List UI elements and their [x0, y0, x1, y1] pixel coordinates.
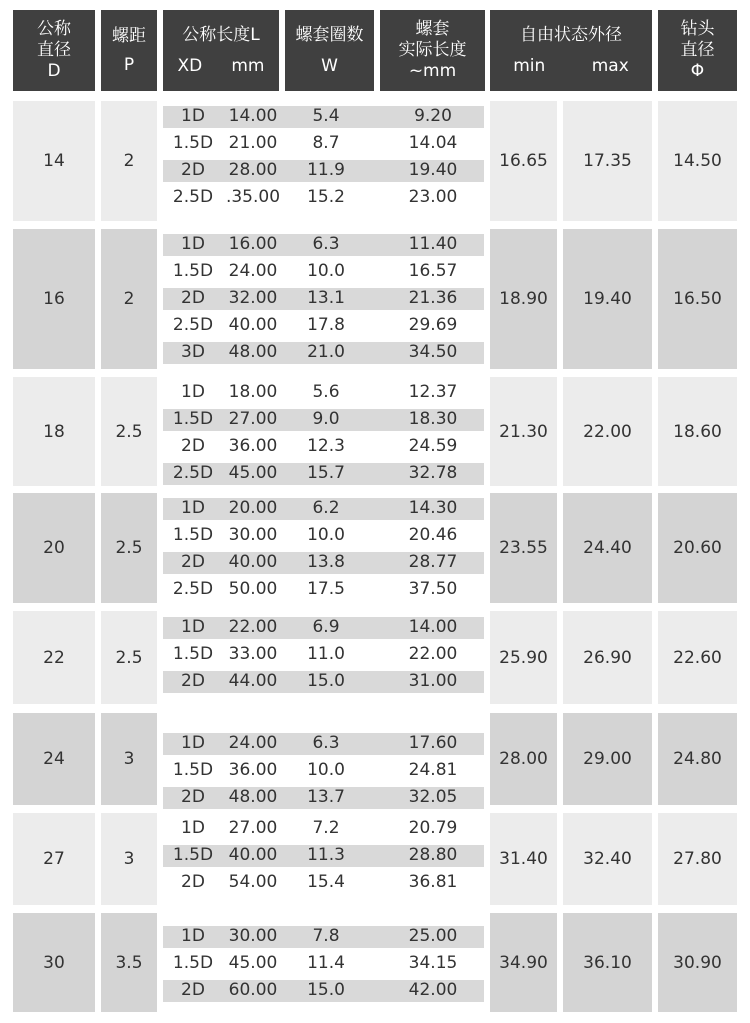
actual-length-value: 32.78	[408, 463, 458, 483]
header-actual-length	[380, 10, 485, 91]
actual-length-value: 29.69	[408, 315, 458, 335]
header-a-line2: 实际长度	[398, 40, 467, 60]
min-diameter-cell: 18.90	[490, 229, 557, 369]
coil-count-value: 10.0	[307, 261, 345, 281]
coil-count-value: 6.2	[312, 498, 340, 518]
actual-length-value: 28.80	[408, 845, 458, 865]
header-drill-line2: 直径	[680, 40, 715, 60]
actual-length-value: 24.81	[408, 760, 458, 780]
header-nominal-length	[163, 10, 279, 91]
coil-count-value: 15.4	[307, 872, 345, 892]
coil-count-value: 5.6	[312, 382, 340, 402]
xd-value: 1D	[181, 926, 205, 946]
max-diameter-cell: 29.00	[563, 713, 652, 805]
actual-length-value: 23.00	[408, 187, 458, 207]
header-drill-line3: Φ	[690, 61, 705, 81]
actual-length-value: 20.46	[408, 525, 458, 545]
max-diameter-cell: 17.35	[563, 101, 652, 221]
drill-diameter-cell: 14.50	[658, 101, 737, 221]
length-value: .35.00	[225, 187, 281, 207]
pitch-cell: 3.5	[101, 913, 157, 1012]
nominal-diameter-cell: 16	[13, 229, 95, 369]
coil-count-value: 15.7	[307, 463, 345, 483]
max-diameter-cell: 32.40	[563, 813, 652, 905]
actual-length-value: 18.30	[408, 409, 458, 429]
max-diameter-cell: 26.90	[563, 611, 652, 704]
coil-count-value: 17.8	[307, 315, 345, 335]
length-value: 54.00	[228, 872, 278, 892]
length-value: 24.00	[228, 733, 278, 753]
length-value: 36.00	[228, 436, 278, 456]
length-value: 18.00	[228, 382, 278, 402]
actual-length-value: 17.60	[408, 733, 458, 753]
header-free-max: max	[591, 55, 629, 76]
length-value: 21.00	[228, 133, 278, 153]
coil-count-value: 10.0	[307, 760, 345, 780]
coil-count-value: 15.2	[307, 187, 345, 207]
xd-value: 2.5D	[172, 187, 214, 207]
pitch-cell: 2.5	[101, 493, 157, 603]
min-diameter-cell: 28.00	[490, 713, 557, 805]
actual-length-value: 9.20	[414, 106, 452, 126]
xd-value: 2D	[181, 872, 205, 892]
header-drill-line1: 钻头	[680, 19, 715, 39]
coil-count-value: 7.8	[312, 926, 340, 946]
length-value: 44.00	[228, 671, 278, 691]
length-value: 22.00	[228, 617, 278, 637]
coil-count-value: 15.0	[307, 980, 345, 1000]
length-value: 45.00	[228, 463, 278, 483]
actual-length-value: 32.05	[408, 787, 458, 807]
actual-length-value: 22.00	[408, 644, 458, 664]
xd-value: 1.5D	[172, 953, 214, 973]
actual-length-value: 24.59	[408, 436, 458, 456]
xd-value: 2D	[181, 288, 205, 308]
actual-length-value: 36.81	[408, 872, 458, 892]
coil-count-value: 13.8	[307, 552, 345, 572]
xd-value: 2D	[181, 160, 205, 180]
header-l-line1: 公称长度L	[182, 24, 260, 45]
header-free-diameter	[490, 10, 652, 91]
length-value: 40.00	[228, 845, 278, 865]
length-value: 40.00	[228, 552, 278, 572]
actual-length-value: 34.15	[408, 953, 458, 973]
actual-length-value: 12.37	[408, 382, 458, 402]
header-w-line2: W	[321, 55, 338, 76]
coil-count-value: 15.0	[307, 671, 345, 691]
xd-value: 1D	[181, 234, 205, 254]
actual-length-value: 20.79	[408, 818, 458, 838]
xd-value: 1D	[181, 382, 205, 402]
coil-count-value: 21.0	[307, 342, 345, 362]
drill-diameter-cell: 24.80	[658, 713, 737, 805]
header-a-line1: 螺套	[415, 19, 450, 39]
pitch-cell: 3	[101, 813, 157, 905]
min-diameter-cell: 16.65	[490, 101, 557, 221]
length-value: 32.00	[228, 288, 278, 308]
coil-count-value: 10.0	[307, 525, 345, 545]
pitch-cell: 2.5	[101, 377, 157, 486]
xd-value: 2.5D	[172, 579, 214, 599]
actual-length-value: 19.40	[408, 160, 458, 180]
length-value: 27.00	[228, 409, 278, 429]
xd-value: 1.5D	[172, 845, 214, 865]
header-coil-count	[285, 10, 374, 91]
coil-count-value: 9.0	[312, 409, 340, 429]
xd-value: 1D	[181, 733, 205, 753]
xd-value: 2D	[181, 980, 205, 1000]
max-diameter-cell: 36.10	[563, 913, 652, 1012]
xd-value: 2D	[181, 436, 205, 456]
actual-length-value: 34.50	[408, 342, 458, 362]
coil-count-value: 11.0	[307, 644, 345, 664]
coil-count-value: 11.9	[307, 160, 345, 180]
coil-count-value: 6.3	[312, 234, 340, 254]
actual-length-value: 11.40	[408, 234, 458, 254]
min-diameter-cell: 23.55	[490, 493, 557, 603]
length-value: 33.00	[228, 644, 278, 664]
actual-length-value: 42.00	[408, 980, 458, 1000]
length-value: 28.00	[228, 160, 278, 180]
header-l-mm: mm	[231, 55, 265, 76]
xd-value: 1.5D	[172, 409, 214, 429]
length-value: 48.00	[228, 787, 278, 807]
min-diameter-cell: 25.90	[490, 611, 557, 704]
length-value: 50.00	[228, 579, 278, 599]
min-diameter-cell: 34.90	[490, 913, 557, 1012]
coil-count-value: 5.4	[312, 106, 340, 126]
xd-value: 1D	[181, 106, 205, 126]
pitch-cell: 2	[101, 101, 157, 221]
drill-diameter-cell: 30.90	[658, 913, 737, 1012]
xd-value: 2.5D	[172, 315, 214, 335]
pitch-cell: 2	[101, 229, 157, 369]
xd-value: 1.5D	[172, 644, 214, 664]
xd-value: 1D	[181, 617, 205, 637]
coil-count-value: 7.2	[312, 818, 340, 838]
length-value: 36.00	[228, 760, 278, 780]
xd-value: 2D	[181, 671, 205, 691]
drill-diameter-cell: 16.50	[658, 229, 737, 369]
nominal-diameter-cell: 27	[13, 813, 95, 905]
xd-value: 3D	[181, 342, 205, 362]
coil-count-value: 12.3	[307, 436, 345, 456]
max-diameter-cell: 22.00	[563, 377, 652, 486]
actual-length-value: 14.04	[408, 133, 458, 153]
coil-count-value: 6.3	[312, 733, 340, 753]
header-w-line1: 螺套圈数	[295, 24, 364, 45]
header-free-min: min	[513, 55, 546, 76]
length-value: 27.00	[228, 818, 278, 838]
coil-count-value: 17.5	[307, 579, 345, 599]
coil-count-value: 13.7	[307, 787, 345, 807]
coil-count-value: 11.4	[307, 953, 345, 973]
xd-value: 2.5D	[172, 463, 214, 483]
coil-count-value: 11.3	[307, 845, 345, 865]
xd-value: 1.5D	[172, 760, 214, 780]
nominal-diameter-cell: 22	[13, 611, 95, 704]
coil-count-value: 6.9	[312, 617, 340, 637]
length-value: 20.00	[228, 498, 278, 518]
length-value: 48.00	[228, 342, 278, 362]
xd-value: 1D	[181, 498, 205, 518]
xd-value: 2D	[181, 787, 205, 807]
length-value: 16.00	[228, 234, 278, 254]
length-value: 30.00	[228, 926, 278, 946]
header-drill-diameter	[658, 10, 737, 91]
pitch-cell: 3	[101, 713, 157, 805]
xd-value: 1D	[181, 818, 205, 838]
header-free-line1: 自由状态外径	[520, 24, 622, 45]
length-value: 24.00	[228, 261, 278, 281]
actual-length-value: 14.30	[408, 498, 458, 518]
actual-length-value: 16.57	[408, 261, 458, 281]
max-diameter-cell: 19.40	[563, 229, 652, 369]
length-value: 45.00	[228, 953, 278, 973]
drill-diameter-cell: 27.80	[658, 813, 737, 905]
length-value: 30.00	[228, 525, 278, 545]
header-p-line1: 螺距	[112, 25, 146, 46]
actual-length-value: 28.77	[408, 552, 458, 572]
nominal-diameter-cell: 30	[13, 913, 95, 1012]
min-diameter-cell: 31.40	[490, 813, 557, 905]
header-l-xd: XD	[177, 55, 203, 76]
nominal-diameter-cell: 18	[13, 377, 95, 486]
xd-value: 2D	[181, 552, 205, 572]
nominal-diameter-cell: 24	[13, 713, 95, 805]
header-pitch	[101, 10, 157, 91]
drill-diameter-cell: 20.60	[658, 493, 737, 603]
xd-value: 1.5D	[172, 261, 214, 281]
actual-length-value: 37.50	[408, 579, 458, 599]
coil-count-value: 13.1	[307, 288, 345, 308]
actual-length-value: 21.36	[408, 288, 458, 308]
coil-count-value: 8.7	[312, 133, 340, 153]
header-a-line3: ~mm	[408, 61, 457, 81]
xd-value: 1.5D	[172, 525, 214, 545]
actual-length-value: 14.00	[408, 617, 458, 637]
length-value: 60.00	[228, 980, 278, 1000]
nominal-diameter-cell: 14	[13, 101, 95, 221]
nominal-diameter-cell: 20	[13, 493, 95, 603]
header-p-line2: P	[123, 54, 135, 75]
drill-diameter-cell: 22.60	[658, 611, 737, 704]
length-value: 14.00	[228, 106, 278, 126]
actual-length-value: 31.00	[408, 671, 458, 691]
actual-length-value: 25.00	[408, 926, 458, 946]
header-nominal-diameter	[13, 10, 95, 91]
xd-value: 1.5D	[172, 133, 214, 153]
header-d-line1: 公称	[37, 19, 71, 39]
max-diameter-cell: 24.40	[563, 493, 652, 603]
length-value: 40.00	[228, 315, 278, 335]
min-diameter-cell: 21.30	[490, 377, 557, 486]
pitch-cell: 2.5	[101, 611, 157, 704]
header-d-line2: 直径	[37, 40, 71, 60]
drill-diameter-cell: 18.60	[658, 377, 737, 486]
header-d-line3: D	[47, 61, 61, 81]
